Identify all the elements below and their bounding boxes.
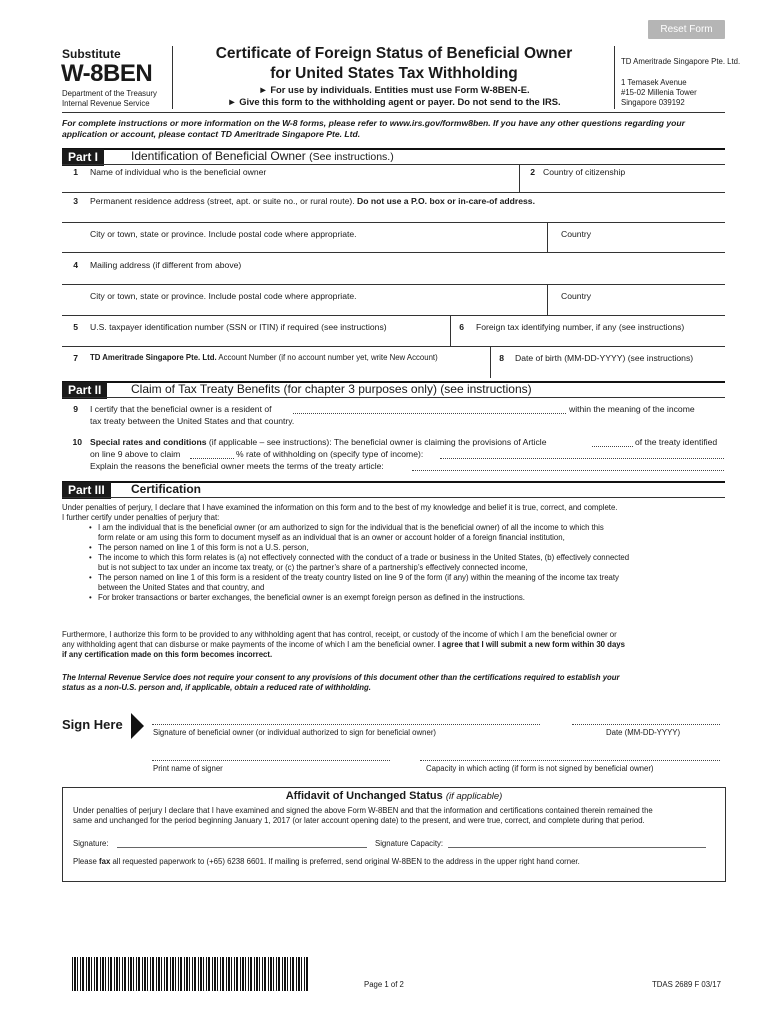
date-of-birth-input[interactable] bbox=[515, 364, 720, 376]
income-type-input[interactable] bbox=[440, 458, 724, 459]
form-note1: ► For use by individuals. Entities must use Form W-8BEN-E. bbox=[258, 84, 530, 95]
irs-consent-text: The Internal Revenue Service does not require your consent to any provisions of this document other than the certifications required to establish your status as a non-U.S. person and, if applicable, obtain a reduced rate of withholding. bbox=[62, 673, 620, 692]
sign-here-label: Sign Here bbox=[62, 717, 123, 732]
part1-title: Identification of Beneficial Owner (See instructions.) bbox=[131, 149, 394, 163]
affidavit-capacity-label: Signature Capacity: bbox=[375, 839, 444, 848]
field9-text-a: I certify that the beneficial owner is a resident of bbox=[90, 404, 272, 414]
account-number-input[interactable] bbox=[90, 364, 485, 376]
field-number: 1 bbox=[73, 167, 78, 177]
sign-arrow-icon bbox=[131, 713, 144, 739]
part1-label: Part I bbox=[62, 149, 104, 166]
form-title-line2: for United States Tax Withholding bbox=[270, 65, 518, 82]
field2-label: Country of citizenship bbox=[543, 167, 626, 177]
company-name: TD Ameritrade Singapore Pte. Ltd. bbox=[621, 57, 741, 66]
treaty-article-input[interactable] bbox=[592, 446, 633, 447]
field-number: 5 bbox=[73, 322, 78, 332]
part3-label: Part III bbox=[62, 482, 111, 499]
capacity-input[interactable] bbox=[420, 760, 720, 761]
dept-line2: Internal Revenue Service bbox=[62, 99, 150, 108]
field6-label: Foreign tax identifying number, if any (see instructions) bbox=[476, 322, 685, 332]
part3-title: Certification bbox=[131, 482, 202, 496]
field4-label: Mailing address (if different from above) bbox=[90, 260, 242, 270]
affidavit-capacity-input[interactable] bbox=[448, 847, 706, 848]
affidavit-title: Affidavit of Unchanged Status (if applicable) bbox=[285, 790, 503, 802]
signature-input[interactable] bbox=[152, 724, 540, 725]
barcode bbox=[72, 957, 310, 991]
fax-instructions: Please fax all requested paperwork to (+65) 6238 6601. If mailing is preferred, send original W-8BEN to the address in the upper right hand corner. bbox=[73, 857, 580, 866]
form-code: TDAS 2689 F 03/17 bbox=[652, 980, 721, 989]
field8-label: Date of birth (MM-DD-YYYY) (see instructions) bbox=[515, 353, 694, 363]
field-number: 9 bbox=[73, 404, 78, 414]
page-number: Page 1 of 2 bbox=[364, 980, 404, 989]
city-label-2: City or town, state or province. Include postal code where appropriate. bbox=[90, 291, 357, 301]
country-label-1: Country bbox=[561, 229, 592, 239]
dept-line1: Department of the Treasury bbox=[62, 89, 157, 98]
affidavit-text: Under penalties of perjury I declare that I have examined and signed the above Form W-8BEN and that the information and certifications contained therein remained the same and unchanged for the period beginning January 1, 2017 (or later account opening date) to the present, and were true, correct, and complete during that period. bbox=[73, 806, 653, 825]
field7-label: TD Ameritrade Singapore Pte. Ltd. Account Number (if no account number yet, write New Account) bbox=[90, 353, 438, 362]
sign-date-input[interactable] bbox=[572, 724, 720, 725]
form-note2: ► Give this form to the withholding agent or payer. Do not send to the IRS. bbox=[227, 96, 561, 107]
field-number: 4 bbox=[73, 260, 78, 270]
treaty-country-input[interactable] bbox=[293, 413, 566, 414]
country-input-2[interactable] bbox=[561, 302, 721, 313]
field-number: 10 bbox=[72, 437, 82, 447]
signature-label: Signature of beneficial owner (or individual authorized to sign for beneficial owner) bbox=[153, 728, 437, 737]
field3-label: Permanent residence address (street, apt. or suite no., or rural route). Do not use a P.O. box or in-care-of address. bbox=[90, 196, 535, 206]
city-label-1: City or town, state or province. Include postal code where appropriate. bbox=[90, 229, 357, 239]
field5-label: U.S. taxpayer identification number (SSN or ITIN) if required (see instructions) bbox=[90, 322, 387, 332]
affidavit-signature-input[interactable] bbox=[117, 847, 367, 848]
field10-text-c: on line 9 above to claim bbox=[90, 449, 181, 459]
mailing-address-input[interactable] bbox=[90, 272, 720, 283]
company-address3: Singapore 039192 bbox=[621, 98, 685, 107]
foreign-tin-input[interactable] bbox=[476, 333, 721, 345]
sign-date-label: Date (MM-DD-YYYY) bbox=[606, 728, 681, 737]
city-input-1[interactable] bbox=[90, 240, 540, 251]
company-address2: #15-02 Millenia Tower bbox=[621, 88, 697, 97]
field-number: 2 bbox=[530, 167, 535, 177]
field1-label: Name of individual who is the beneficial owner bbox=[90, 167, 267, 177]
capacity-label: Capacity in which acting (if form is not signed by beneficial owner) bbox=[426, 764, 654, 773]
citizenship-input[interactable] bbox=[543, 178, 723, 191]
field-number: 8 bbox=[499, 353, 504, 363]
field10-text-d: % rate of withholding on (specify type of income): bbox=[236, 449, 424, 459]
print-name-label: Print name of signer bbox=[153, 764, 223, 773]
field-number: 7 bbox=[73, 353, 78, 363]
country-input-1[interactable] bbox=[561, 240, 721, 251]
part2-label: Part II bbox=[62, 382, 107, 399]
field10-text-b: of the treaty identified bbox=[635, 437, 718, 447]
form-title-line1: Certificate of Foreign Status of Beneficial Owner bbox=[215, 45, 573, 62]
field-number: 3 bbox=[73, 196, 78, 206]
authorization-text: Furthermore, I authorize this form to be provided to any withholding agent that has control, receipt, or custody of the income of which I am the beneficial owner or any withholding agent that can disburse or make payments of the income of which I am the beneficial owner. I agree that I will submit a new form within 30 days if any certification made on this form becomes incorrect. bbox=[62, 630, 625, 659]
treaty-reasons-input[interactable] bbox=[412, 470, 724, 471]
part2-title: Claim of Tax Treaty Benefits (for chapter 3 purposes only) (see instructions) bbox=[131, 382, 532, 396]
residence-address-input[interactable] bbox=[90, 208, 720, 221]
field10-text-e: Explain the reasons the beneficial owner meets the terms of the treaty article: bbox=[90, 461, 384, 471]
us-tin-input[interactable] bbox=[90, 333, 445, 345]
field-number: 6 bbox=[459, 322, 464, 332]
substitute-label: Substitute bbox=[62, 47, 121, 61]
company-address1: 1 Temasek Avenue bbox=[621, 78, 687, 87]
instructions-text: For complete instructions or more information on the W-8 forms, please refer to www.irs.gov/formw8ben. If you have any other questions regarding your application or account, please contact TD Ameritrade Singapore Pte. Ltd. bbox=[62, 118, 685, 139]
field10-text-a: Special rates and conditions (if applicable – see instructions): The beneficial owner is claiming the provisions of Article bbox=[90, 437, 547, 447]
certification-text: Under penalties of perjury, I declare that I have examined the information on this form and to the best of my knowledge and belief it is true, correct, and complete. I further certify under penalties of perjury that: • I am the individual that is the beneficial owner (or am authorized to sign for the individual that is the beneficial owner) of all the income to which this form relate or am using this form to document myself as an individual that is an owner or account holder of a foreign financial institution, • The person named on line 1 of this form is not a U.S. person, • The income to which this form relates is (a) not effectively connected with the conduct of a trade or business in the United States, (b) effectively connected but is not subject to tax under an income tax treaty, or (c) the partner’s share of a partnership’s effectively connected income, • The person named on line 1 of this form is a resident of the treaty country listed on line 9 of the form (if any) within the meaning of the income tax treaty between the United States and that country, and • For broker transactions or barter exchanges, the beneficial owner is an exempt foreign person as defined in the instructions. bbox=[62, 503, 730, 603]
reset-form-button[interactable]: Reset Form bbox=[648, 20, 725, 39]
withholding-rate-input[interactable] bbox=[190, 458, 234, 459]
field9-text-b: within the meaning of the income bbox=[569, 404, 695, 414]
name-input[interactable] bbox=[90, 178, 515, 191]
city-input-2[interactable] bbox=[90, 302, 540, 313]
country-label-2: Country bbox=[561, 291, 592, 301]
form-name: W-8BEN bbox=[61, 60, 153, 87]
field9-text-c: tax treaty between the United States and that country. bbox=[90, 416, 295, 426]
print-name-input[interactable] bbox=[152, 760, 390, 761]
affidavit-signature-label: Signature: bbox=[73, 839, 109, 848]
